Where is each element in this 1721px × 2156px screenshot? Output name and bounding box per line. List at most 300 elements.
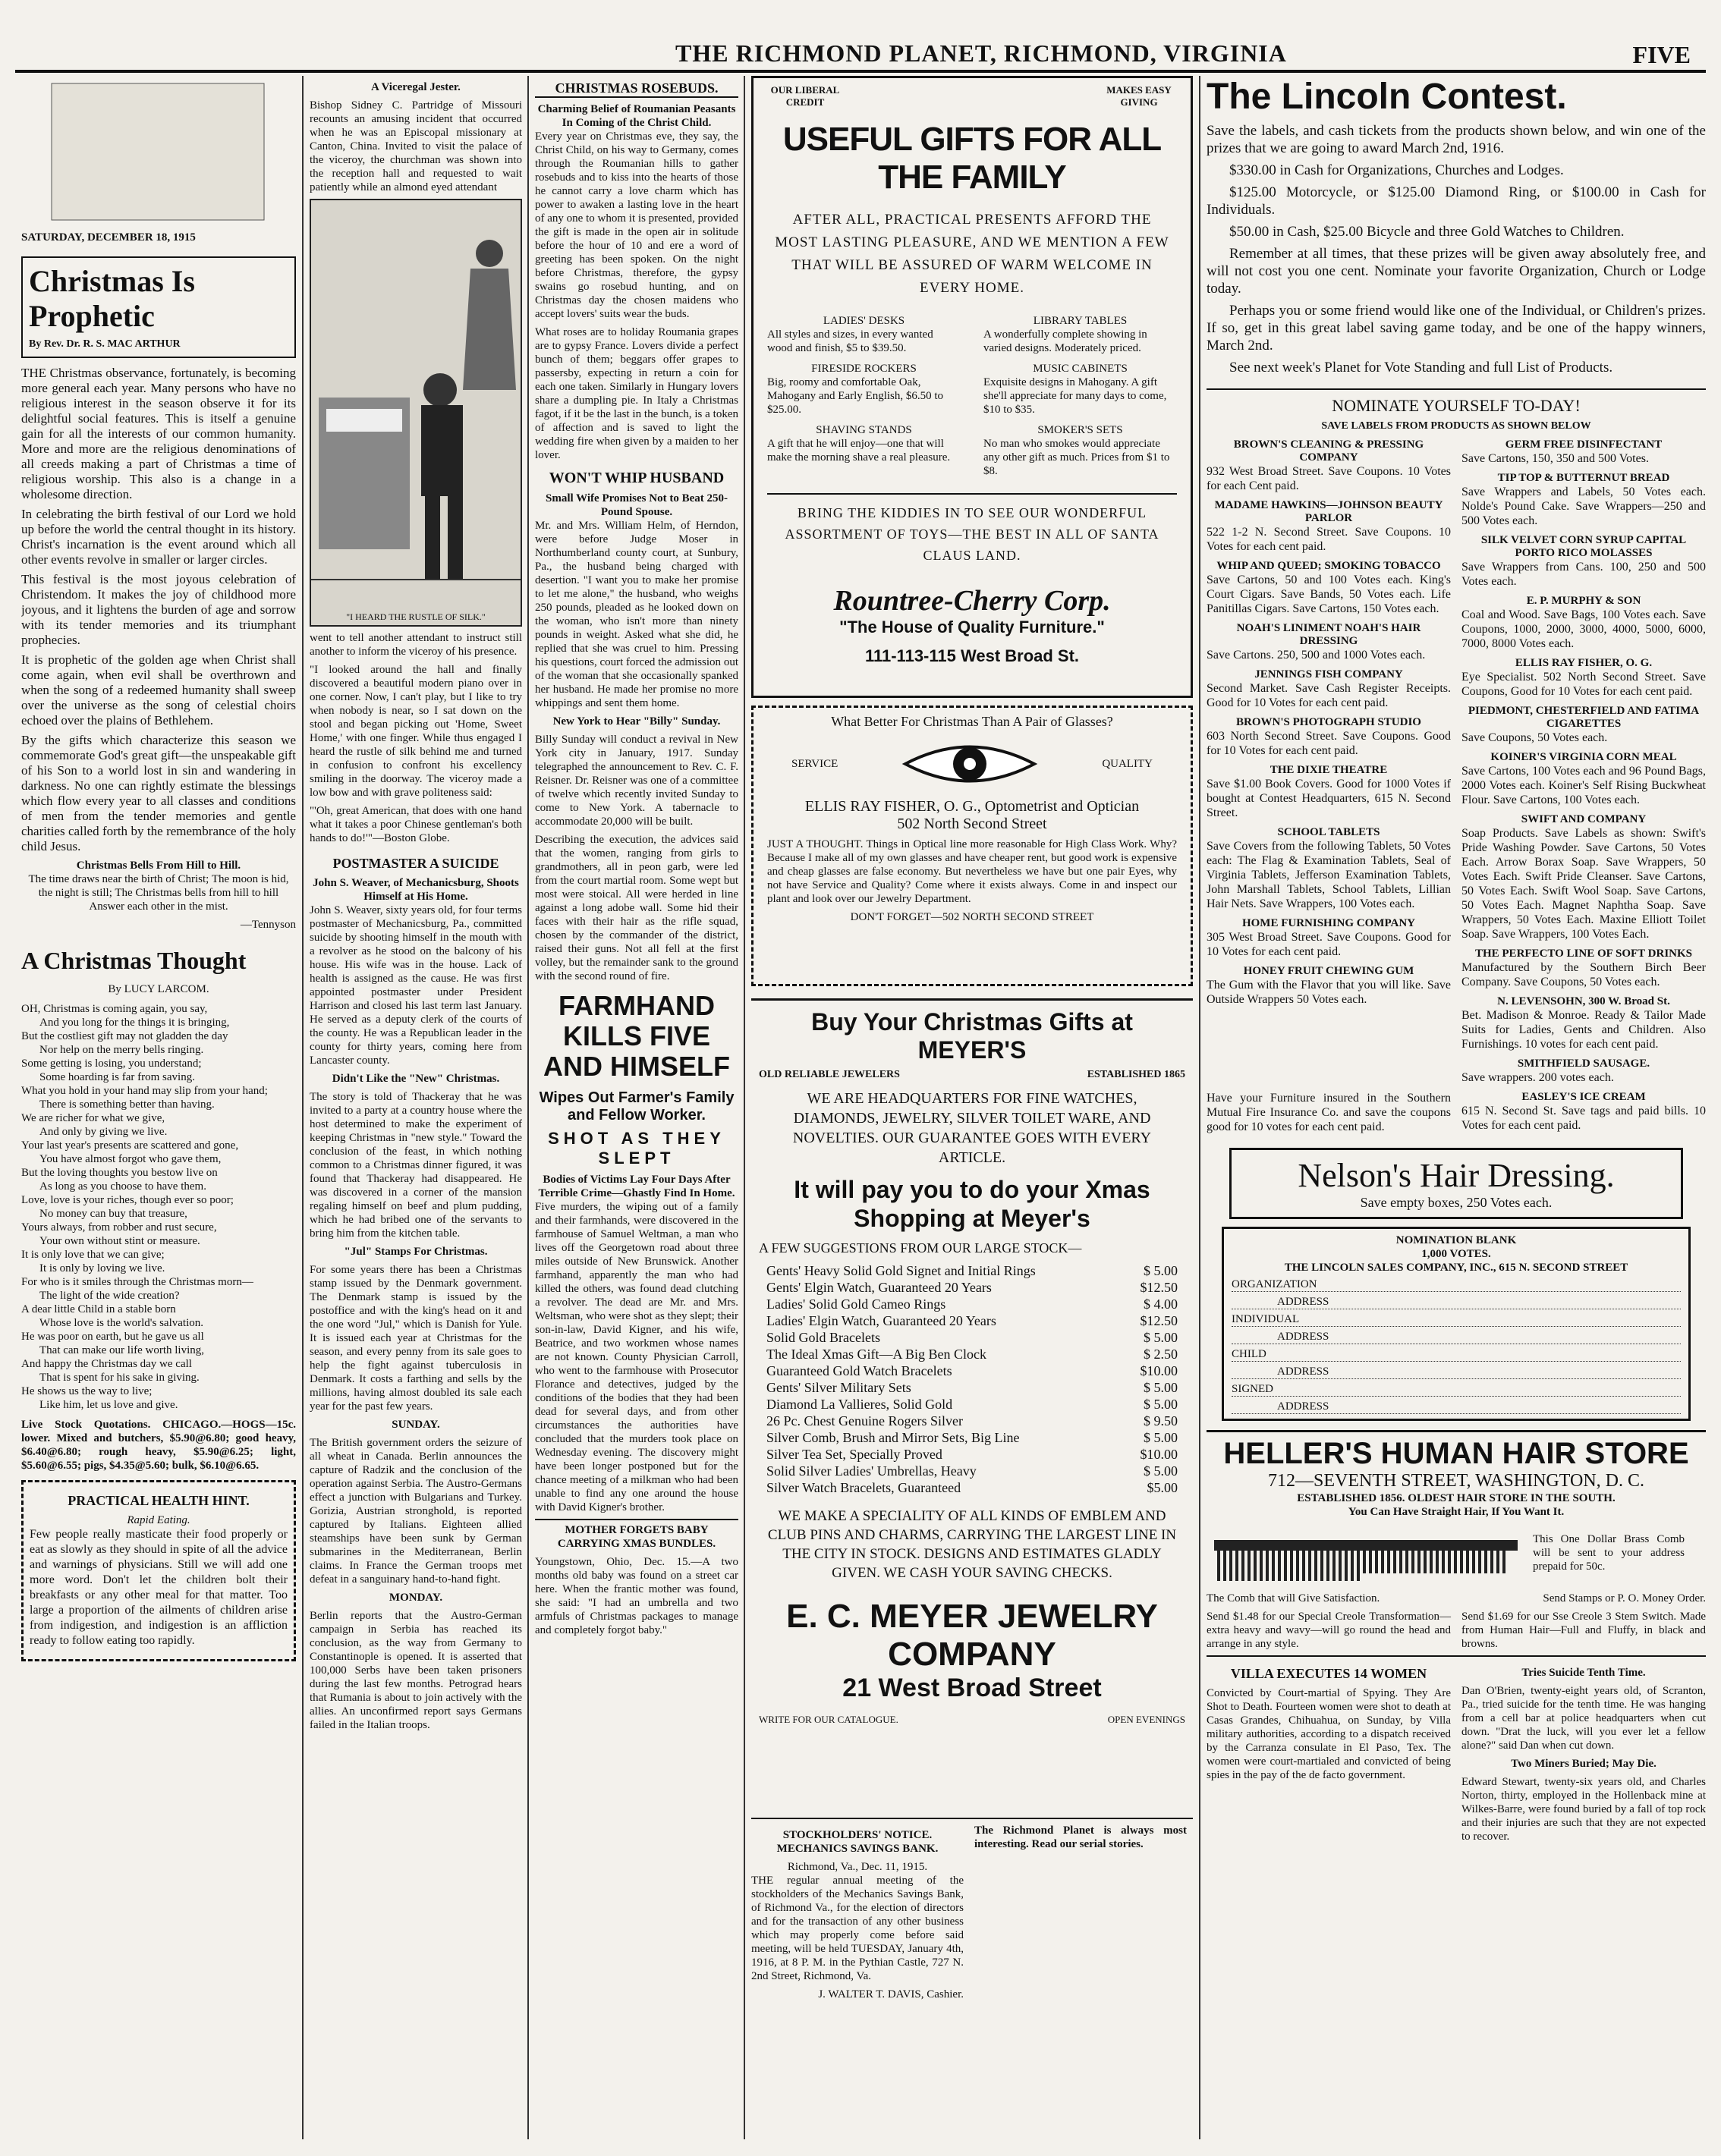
paragraph: It is prophetic of the golden age when Christ shall come again, when evil shall be overthrown and when the song of a redeemed humanity shall sweep over the universe as the song of celestial choirs echoed over the plains of Bethlehem. (21, 652, 296, 728)
mutual-insurance-note: Have your Furniture insured in the Southern Mutual Fire Insurance Co. and save the coupons good for 10 votes for each cent paid. (1207, 1092, 1451, 1133)
article-heading: SUNDAY. (392, 1419, 440, 1431)
product-desc: Eye Specialist. 502 North Second Street. Save Coupons, Good for 10 Votes for each cent paid. (1461, 671, 1706, 698)
lincoln-prize: $330.00 in Cash for Organizations, Churches and Lodges. (1229, 162, 1564, 178)
poem-line: You have almost forgot who gave them, (39, 1153, 222, 1165)
comb-icon (1207, 1525, 1525, 1586)
masthead-title: THE RICHMOND PLANET, RICHMOND, VIRGINIA (675, 39, 1287, 67)
product-item (1207, 499, 1451, 554)
price-item: 26 Pc. Chest Genuine Rogers Silver (766, 1413, 963, 1428)
comb-tooth (1345, 1551, 1348, 1581)
optometrist-text: JUST A THOUGHT. Things in Optical line more reasonable for High Class Work. Why? Because I make all of my own glasses and have cheaper rent, but good work is expensive and cheap glasses are false economy. But nevertheless we have but one pair Eyes, why not have Service and Quality? Come where it exists always. Come in and inspect our plant and look over our Jewelry Department. (767, 838, 1177, 905)
product-item (1461, 657, 1706, 699)
price-row (766, 1446, 1178, 1463)
column-rule (302, 76, 304, 2139)
save-labels-heading: SAVE LABELS FROM PRODUCTS AS SHOWN BELOW (1321, 420, 1591, 432)
column-2 (310, 76, 522, 2139)
comb-tooth (1442, 1551, 1445, 1573)
nomination-blank (1222, 1227, 1691, 1421)
price-row (766, 1396, 1178, 1413)
product-title: JENNINGS FISH COMPANY (1254, 668, 1403, 680)
blank-field[interactable]: ADDRESS (1232, 1295, 1681, 1309)
meyers-intro: WE ARE HEADQUARTERS FOR FINE WATCHES, DIAMONDS, JEWELRY, SILVER TOILET WARE, AND NOVELTIES. OUR GUARANTEE GOES WITH EVERY ARTICLE. (792, 1090, 1152, 1166)
comb-tooth (1424, 1551, 1427, 1573)
easley-item (1461, 1091, 1706, 1140)
comb-tooth (1387, 1551, 1390, 1573)
masthead-ornament-space (21, 76, 296, 250)
product-desc: 522 1-2 N. Second Street. Save Coupons. 10 Votes for each cent paid. (1207, 526, 1451, 553)
product-item (1207, 716, 1451, 758)
ad-address: 111-113-115 West Broad St. (864, 646, 1080, 665)
poem-line: A dear little Child in a stable born (21, 1303, 176, 1315)
product-desc: Save wrappers. 200 votes each. (1461, 1071, 1614, 1084)
article-heading: WON'T WHIP HUSBAND (549, 470, 725, 486)
heller-offer-right: Send $1.69 for our Sse Creole 3 Stem Switch. Made from Human Hair—Full and Fluffy, in black and browns. (1461, 1611, 1706, 1650)
product-title: PIEDMONT, CHESTERFIELD AND FATIMA CIGARETTES (1468, 705, 1700, 730)
product-title: THE PERFECTO LINE OF SOFT DRINKS (1474, 948, 1693, 960)
lincoln-prize: $125.00 Motorcycle, or $125.00 Diamond Ring, or $100.00 in Cash for Individuals. (1207, 184, 1706, 218)
comb-tooth (1290, 1551, 1293, 1581)
blank-fields (1232, 1278, 1681, 1414)
blank-company: THE LINCOLN SALES COMPANY, INC., 615 N. SECOND STREET (1284, 1262, 1628, 1274)
health-hint-box (21, 1480, 296, 1661)
poem-line: Nor help on the merry bells ringing. (39, 1044, 204, 1056)
blank-field[interactable]: CHILD (1232, 1347, 1681, 1362)
price-item: Gents' Elgin Watch, Guaranteed 20 Years (766, 1280, 992, 1295)
product-title: KOINER'S VIRGINIA CORN MEAL (1490, 751, 1677, 763)
ad-slogan: "The House of Quality Furniture." (839, 618, 1105, 636)
poem-line: But the costliest gift may not gladden the day (21, 1030, 228, 1042)
comb-tooth (1339, 1551, 1342, 1581)
comb-tooth (1484, 1551, 1487, 1573)
ad-bring: BRING THE KIDDIES IN TO SEE OUR WONDERFUL ASSORTMENT OF TOYS—THE BEST IN ALL OF SANTA CLAUS LAND. (767, 493, 1177, 566)
nominate-heading: NOMINATE YOURSELF TO-DAY! (1207, 388, 1706, 416)
price-item: Ladies' Elgin Watch, Guaranteed 20 Years (766, 1313, 996, 1328)
poem-line: Whose love is the world's salvation. (39, 1317, 203, 1329)
poem-line: No money can buy that treasure, (39, 1208, 187, 1220)
product-desc: Soap Products. Save Labels as shown: Swift's Pride Washing Powder. Save Cartons, 50 Votes Each. Arrow Borax Soap. Save Wrappers, 50 Votes Each. Swift Pride Cleanser. Save Cartons, 50 Votes Each. Swift Wool Soap. Save Cartons, 50 Votes Each. Magnet Naphtha Soap. Save Wrappers, 50 Votes Each. Maxine Elliott Toilet Soap. Save Wrappers, 100 Votes Each. (1461, 827, 1706, 941)
product-desc: Save $1.00 Book Covers. Good for 1000 Votes if bought at Contest Headquarters, 615 N. Second Street. (1207, 778, 1451, 819)
comb-tooth (1399, 1551, 1402, 1573)
comb-tooth (1502, 1551, 1505, 1573)
comb-tooth (1235, 1551, 1238, 1581)
headline-farmhand: FARMHAND KILLS FIVE AND HIMSELF (543, 990, 730, 1082)
poem-line: Like him, let us love and give. (39, 1399, 178, 1411)
ad-item (983, 424, 1177, 478)
ad-item-desc: No man who smokes would appreciate any other gift as much. Prices from $1 to $8. (983, 438, 1170, 477)
price-value: $12.50 (1140, 1280, 1178, 1295)
article-heading: MOTHER FORGETS BABY CARRYING XMAS BUNDLES. (535, 1519, 738, 1551)
comb-tooth (1254, 1551, 1257, 1581)
paragraph: Bishop Sidney C. Partridge of Missouri recounts an amusing incident that occurred when he was an Episcopal missionary at Canton, China. Invited to visit the palace of the viceroy, the churchman was shown into the reception hall and requested to wait patiently while an almond eyed attendant (310, 99, 522, 193)
headline: Christmas Is Prophetic (29, 264, 195, 333)
price-item: Solid Silver Ladies' Umbrellas, Heavy (766, 1463, 977, 1479)
product-title: SMITHFIELD SAUSAGE. (1517, 1058, 1650, 1070)
optometrist-title: What Better For Christmas Than A Pair of Glasses? (831, 714, 1113, 729)
meyers-price-list (766, 1262, 1178, 1496)
comb-tooth (1430, 1551, 1433, 1573)
piano-scene (311, 200, 521, 610)
product-title: SCHOOL TABLETS (1277, 826, 1380, 838)
price-item: Solid Gold Bracelets (766, 1330, 880, 1345)
price-item: Gents' Silver Military Sets (766, 1380, 911, 1395)
price-item: Silver Watch Bracelets, Guaranteed (766, 1480, 961, 1495)
column-3 (535, 76, 738, 2139)
ad-headline: USEFUL GIFTS FOR ALL THE FAMILY (782, 121, 1162, 196)
product-title: HOME FURNISHING COMPANY (1241, 917, 1416, 929)
paragraph: The British government orders the seizure of all wheat in Canada. Berlin announces the capture of Radzik and the conclusion of the operation against Serbia. The Austro-Germans effect a junction with Bulgarians and Turkey. Gorizia, Austrian stronghold, is reported captured by Italians. Eighteen allied steamships have been sunk by German submarines in the Mediterranean, Berlin claims. In France the German troops met defeat in a sanguinary hand-to-hand fight. (310, 1437, 522, 1586)
product-item (1207, 668, 1451, 710)
price-value: $ 5.00 (1144, 1330, 1178, 1345)
comb-tooth (1417, 1551, 1421, 1573)
poem-line: But the loving thoughts you bestow live on (21, 1167, 218, 1179)
heller-offers (1207, 1610, 1706, 1655)
ad-item-title: LADIES' DESKS (823, 315, 905, 327)
price-value: $ 5.00 (1144, 1263, 1178, 1278)
product-title: GERM FREE DISINFECTANT (1505, 438, 1663, 451)
notice-date: Richmond, Va., Dec. 11, 1915. (787, 1861, 928, 1873)
article-subheading: Small Wife Promises Not to Beat 250-Pound Spouse. (546, 492, 728, 518)
meyers-special: WE MAKE A SPECIALITY OF ALL KINDS OF EMBLEM AND CLUB PINS AND CHARMS, CARRYING THE LARGEST LINE IN THE CITY IN STOCK. DESIGNS AND ESTIMATES GLADLY GIVEN. WE CASH YOUR SAVING CHECKS. (767, 1508, 1177, 1581)
price-value: $ 4.00 (1144, 1296, 1178, 1312)
poem-title: Christmas Bells From Hill to Hill. (76, 860, 241, 872)
paragraph: By the gifts which characterize this season we commemorate God's great gift—the unspeakable gift of his Son to a world lost in sin and wandering in darkness. No one can rightly estimate the blessings which flow every year to all classes and conditions of men from the tender memories and gentle charities called forth by the remembrance of the holy child Jesus. (21, 733, 296, 853)
poem-line: There is something better than having. (39, 1098, 215, 1111)
price-item: The Ideal Xmas Gift—A Big Ben Clock (766, 1347, 986, 1362)
price-item: Gents' Heavy Solid Gold Signet and Initial Rings (766, 1263, 1036, 1278)
product-desc: 603 North Second Street. Save Coupons. Good for 10 Votes for each cent paid. (1207, 730, 1451, 757)
price-row (766, 1329, 1178, 1346)
heller-offer-left: Send $1.48 for our Special Creole Transformation—extra heavy and wavy—will go round the head and arrange in any style. (1207, 1611, 1451, 1650)
paragraph: The story is told of Thackeray that he was invited to a party at a country house where the host determined to make the experiment of keeping Christmas in "new style." Toward the conclusion of the feast, in which nothing common to a Christmas dinner figured, it was found that Thackeray had disappeared. He was discovered in a corner of the mansion regaling himself on beef and plum pudding, which he had bribed one of the servants to bring him from the kitchen table. (310, 1091, 522, 1240)
heller-est: ESTABLISHED 1856. OLDEST HAIR STORE IN THE SOUTH. (1297, 1492, 1616, 1504)
paragraph: Mr. and Mrs. William Helm, of Herndon, were before Judge Moser in Northumberland county court, at Sunbury, Pa., the husband being charged with desertion. "I want you to make her promise to let me alone," the husband, who weighs 250 pounds, pleaded as he looked down on the woman, who isn't more than ninety pounds in weight. Asked what she did, he replied that she was cruel to him. Pressing his questions, court forced the admission out of the woman that she occasionally spanked her husband. He made her promise no more whippings and sent them home. (535, 520, 738, 709)
meyers-headline: Buy Your Christmas Gifts at MEYER'S (811, 1008, 1133, 1064)
poem-line: Love, love is your riches, though ever so poor; (21, 1194, 234, 1206)
article-heading: "Jul" Stamps For Christmas. (344, 1246, 488, 1258)
product-item (1461, 813, 1706, 941)
article-heading: A Viceregal Jester. (371, 81, 461, 93)
comb-tooth (1393, 1551, 1396, 1573)
heller-ad (1207, 1430, 1706, 1655)
blank-field[interactable]: ADDRESS (1232, 1330, 1681, 1344)
ad-tag-right: MAKES EASY GIVING (1106, 84, 1172, 108)
optometrist-name: ELLIS RAY FISHER, O. G., Optometrist and Optician (804, 798, 1140, 815)
product-item (1461, 705, 1706, 745)
price-row (766, 1262, 1178, 1279)
price-row (766, 1479, 1178, 1496)
meyers-write: WRITE FOR OUR CATALOGUE. (759, 1714, 898, 1725)
product-item (1207, 917, 1451, 959)
comb-tooth (1369, 1551, 1372, 1573)
poem-line: It is only love that we can give; (21, 1249, 165, 1261)
comb-note: This One Dollar Brass Comb will be sent to your address prepaid for 50c. (1533, 1533, 1685, 1573)
rountree-cherry-ad (751, 76, 1193, 698)
poem-line: And only by giving we live. (39, 1126, 168, 1138)
product-desc: Save Coupons, 50 Votes each. (1461, 731, 1608, 744)
blank-field[interactable]: ORGANIZATION (1232, 1278, 1681, 1292)
price-item: Guaranteed Gold Watch Bracelets (766, 1363, 952, 1378)
ad-item-desc: Exquisite designs in Mahogany. A gift she'll appreciate for many days to come, $10 to $35. (983, 376, 1167, 416)
villa-row (1207, 1655, 1706, 1848)
meyers-tag-left: OLD RELIABLE JEWELERS (759, 1069, 900, 1080)
comb-tooth (1260, 1551, 1263, 1581)
planet-note-text: The Richmond Planet is always most interesting. Read our serial stories. (974, 1824, 1187, 1850)
meyers-open: OPEN EVENINGS (1107, 1714, 1185, 1725)
product-title: E. P. MURPHY & SON (1526, 595, 1641, 607)
comb-tooth (1296, 1551, 1299, 1581)
comb-tooth (1266, 1551, 1269, 1581)
ad-intro: AFTER ALL, PRACTICAL PRESENTS AFFORD THE MOST LASTING PLEASURE, AND WE MENTION A FEW THAT WILL BE ASSURED OF WARM WELCOME IN EVERY HOME. (775, 212, 1169, 296)
price-value: $5.00 (1147, 1480, 1178, 1495)
poem-line: What you hold in your hand may slip from your hand; (21, 1085, 268, 1097)
product-desc: Coal and Wood. Save Bags, 100 Votes each. Save Coupons, 1000, 2000, 3000, 4000, 5000, 6000, 7000, 8000 Votes each. (1461, 608, 1706, 650)
health-hint-title: PRACTICAL HEALTH HINT. (68, 1493, 250, 1508)
byline-2: By LUCY LARCOM. (108, 983, 209, 995)
paragraph: Five murders, the wiping out of a family and their farmhands, were discovered in the farmhouse of Samuel Weltman, a man who lives off the Georgetown road about three miles outside of New Brunswick. Another farmhand, apparently the man who had killed the others, was found dead clutching a revolver. The dead are Mr. and Mrs. Weltsman, who were shot as they slept; their son-in-law, David Kigner, and his wife, Beatrice, and two workmen whose names are not known. County Physician Carroll, who went to the farmhouse with Prosecutor Florance and detectives, judged by the conditions of the bodies that they had been dead for several days, and from other circumstances the authorities have concluded that the murders took place on Wednesday evening. The discovery might have been longer postponed but for the chance meeting of a milkman who had been unable to find any one around the house with David Kigner's brother. (535, 1201, 738, 1513)
heller-address: 712—SEVENTH STREET, WASHINGTON, D. C. (1268, 1471, 1644, 1491)
poem-line: The light of the wide creation? (39, 1290, 180, 1302)
blank-field[interactable]: INDIVIDUAL (1232, 1312, 1681, 1327)
lincoln-perhaps: Perhaps you or some friend would like one of the Individual, or Children's prizes. If so, get in this great label saving game today, and be one of the happy winners, March 2nd. (1207, 303, 1706, 354)
product-item (1207, 560, 1451, 616)
product-desc: Save Cartons, 100 Votes each and 96 Pound Bags, 2000 Votes each. Koiner's Self Rising Buckwheat Flour. Save Cartons, 100 Votes each. (1461, 765, 1706, 806)
poem: The time draws near the birth of Christ; The moon is hid, the night is still; The Christmas bells from hill to hill Answer each other in the mist. (28, 873, 289, 913)
comb-tooth (1460, 1551, 1463, 1573)
ad-item-title: LIBRARY TABLES (1033, 315, 1128, 327)
optometrist-ad (751, 706, 1193, 986)
product-desc: Save Cartons. 250, 500 and 1000 Votes each. (1207, 649, 1426, 662)
product-title: HONEY FRUIT CHEWING GUM (1243, 965, 1414, 977)
ad-item-title: SHAVING STANDS (816, 424, 912, 436)
paragraph: This festival is the most joyous celebration of Christendom. It makes the joy of childhood more joyous, and it lightens the burden of age and sorrow with its tender memories and its triumphant prophecies. (21, 572, 296, 647)
meyers-address: 21 West Broad Street (842, 1674, 1102, 1702)
price-row (766, 1463, 1178, 1479)
product-desc: 305 West Broad Street. Save Coupons. Good for 10 Votes for each cent paid. (1207, 931, 1451, 958)
product-list (1207, 438, 1706, 1091)
price-value: $ 5.00 (1144, 1380, 1178, 1395)
article-heading: POSTMASTER A SUICIDE (332, 856, 499, 871)
ad-item-desc: All styles and sizes, in every wanted wood and finish, $5 to $39.50. (767, 328, 933, 354)
meyers-tags (759, 1069, 1185, 1081)
paragraph: "I looked around the hall and finally discovered a beautiful modern piano over in one corner. Now, I can't play, but I like to try when nobody is near, so I sat down on the stool and began picking out 'Home, Sweet Home,' with one finger. While thus engaged I heard the rustle of silk behind me and turned in confusion to confront his excellency smiling in the doorway. The viceroy made a low bow and with grave politeness said: (310, 664, 522, 799)
price-row (766, 1413, 1178, 1429)
ad-item-title: MUSIC CABINETS (1033, 363, 1128, 375)
nelson-sub: Save empty boxes, 250 Votes each. (1360, 1195, 1553, 1210)
paragraph: went to tell another attendant to instruct still another to inform the viceroy of his presence. (310, 632, 522, 658)
comb-tooth (1229, 1551, 1232, 1581)
optometrist-address: 502 North Second Street (897, 816, 1047, 832)
poem-line: Some hoarding is far from saving. (39, 1071, 195, 1083)
poem-line: Yours always, from robber and rust secure, (21, 1221, 217, 1234)
poem-line: We are richer for what we give, (21, 1112, 165, 1124)
price-item: Diamond La Vallieres, Solid Gold (766, 1397, 953, 1412)
comb-tooth (1448, 1551, 1451, 1573)
product-title: BROWN'S CLEANING & PRESSING COMPANY (1233, 438, 1424, 464)
comb-tooth (1496, 1551, 1499, 1573)
ad-item (983, 315, 1177, 355)
comb-tooth (1326, 1551, 1329, 1581)
product-desc: Save Cartons, 150, 350 and 500 Votes. (1461, 452, 1649, 465)
poem-line: And happy the Christmas day we call (21, 1358, 192, 1370)
planet-note (974, 1824, 1187, 2006)
quality-label: QUALITY (1102, 758, 1153, 770)
poem-line: And you long for the things it is bringing, (39, 1017, 230, 1029)
price-value: $10.00 (1140, 1363, 1178, 1378)
article-subheading: SHOT AS THEY SLEPT (548, 1129, 725, 1168)
byline: By Rev. Dr. R. S. MAC ARTHUR (29, 338, 181, 350)
comb-tooth (1454, 1551, 1457, 1573)
health-hint-subtitle: Rapid Eating. (127, 1514, 190, 1526)
product-title: SILK VELVET CORN SYRUP CAPITAL PORTO RICO MOLASSES (1480, 534, 1687, 559)
comb-tooth (1284, 1551, 1287, 1581)
price-row (766, 1312, 1178, 1329)
page-number: FIVE (1632, 41, 1691, 68)
price-value: $ 5.00 (1144, 1397, 1178, 1412)
comb-row (1207, 1525, 1706, 1586)
comb-tooth (1411, 1551, 1414, 1573)
ad-item (983, 363, 1177, 416)
masthead (15, 39, 1706, 73)
paragraph: Every year on Christmas eve, they say, the Christ Child, on his way to Germany, comes through the Roumanian hills to gather rosebuds and to kiss into the hearts of those he cannot carry a love charm which has power to awaken a lasting love in the heart of any one to whom it is presented, provided the gift is made in the open air in solitude before the hour of 10 and ere a word of greeting has been spoken. On the night before Christmas, therefore, the gypsy swains go rosebud hunting, and on Christmas day the chosen maidens who accept lovers' suits wear the buds. (535, 130, 738, 320)
product-title: ELLIS RAY FISHER, O. G. (1515, 657, 1653, 669)
lincoln-title: The Lincoln Contest. (1207, 77, 1567, 117)
poem-line: For who is it smiles through the Christmas morn— (21, 1276, 253, 1288)
blank-field[interactable]: SIGNED (1232, 1382, 1681, 1397)
comb-order: Send Stamps or P. O. Money Order. (1543, 1592, 1706, 1604)
price-value: $ 5.00 (1144, 1463, 1178, 1479)
product-desc: Second Market. Save Cash Register Receipts. Good for 10 Votes for each cent paid. (1207, 682, 1451, 709)
poem-line: He was poor on earth, but he gave us all (21, 1331, 204, 1343)
ad-item (767, 315, 961, 355)
article-subheading: Bodies of Victims Lay Four Days After Terrible Crime—Ghastly Find In Home. (538, 1174, 735, 1199)
product-item (1461, 995, 1706, 1051)
product-list-footer (1207, 1091, 1706, 1140)
comb-tooth (1357, 1551, 1360, 1581)
paragraph: What roses are to holiday Roumania grapes are to gypsy France. Lovers divide a perfect bunch of them; beggars offer grapes to passersby, expecting in return a coin for each one taken. Similarly in Hungary lovers share a dumpling pie. In Italy a Christmas fagot, if it be the last in the bunch, is a token of affection and is saved to light the wedding fire when given by a maiden to her lover. (535, 326, 738, 461)
easley-desc: 615 N. Second St. Save tags and paid bills. 10 Votes for each cent paid. (1461, 1105, 1706, 1132)
product-desc: The Gum with the Flavor that you will like. Save Outside Wrappers 50 Votes each. (1207, 979, 1451, 1006)
comb-tooth (1241, 1551, 1244, 1581)
meyers-tag-right: ESTABLISHED 1865 (1087, 1069, 1185, 1080)
comb-tooth (1478, 1551, 1481, 1573)
easley-title: EASLEY'S ICE CREAM (1521, 1091, 1646, 1103)
suicide-text: Dan O'Brien, twenty-eight years old, of Scranton, Pa., tried suicide for the tenth time. He was hanging from a cell bar at police headquarters when cut down. "Drat the luck, will you ever let a fellow alone?" said Dan when cut down. (1461, 1685, 1706, 1752)
ad-item-desc: A gift that he will enjoy—one that will make the morning shave a real pleasure. (767, 438, 951, 464)
ad-tags (760, 84, 1185, 108)
bottom-row (751, 1818, 1193, 2006)
article-heading: Didn't Like the "New" Christmas. (332, 1073, 500, 1085)
comb-tooth (1363, 1551, 1366, 1573)
paragraph: For some years there has been a Christmas stamp issued by the Denmark government. The Denmark stamp is issued by the postoffice and with the king's head on it and the one word "Jul," which is Danish for Yule. It is issued each year at Christmas for the season, and every penny from its sale goes to help the fight against tuberculosis in Denmark. It costs a farthing and sells by the millions, having almost doubled its sale each year for the past few years. (310, 1264, 522, 1413)
dateline: SATURDAY, DECEMBER 18, 1915 (21, 231, 196, 244)
article-subheading: Wipes Out Farmer's Family and Fellow Worker. (539, 1089, 735, 1124)
comb-tooth (1320, 1551, 1323, 1581)
article-heading: New York to Hear "Billy" Sunday. (552, 715, 721, 728)
price-row (766, 1279, 1178, 1296)
piano-illustration (310, 199, 522, 627)
comb-tooth (1381, 1551, 1384, 1573)
column-rule (527, 76, 529, 2139)
side-articles (1461, 1661, 1706, 1848)
eye-icon (901, 737, 1038, 790)
product-item (1461, 472, 1706, 528)
blank-field[interactable]: ADDRESS (1232, 1400, 1681, 1414)
blank-title: NOMINATION BLANK (1395, 1234, 1517, 1246)
villa-text: Convicted by Court-martial of Spying. They Are Shot to Death. Fourteen women were shot to death at Casas Grandes, Chihuahua, on Sunday, by Villa military authorities, according to a dispatch received by the Carranza consulate in El Paso, Tex. The women were court-martialed and convicted of being spies in the pay of the de facto government. (1207, 1687, 1451, 1781)
product-desc: 932 West Broad Street. Save Coupons. 10 Votes for each Cent paid. (1207, 465, 1451, 492)
price-row (766, 1362, 1178, 1379)
price-row (766, 1379, 1178, 1396)
product-title: SWIFT AND COMPANY (1521, 813, 1647, 825)
ad-item-title: SMOKER'S SETS (1037, 424, 1123, 436)
ad-company: Rountree-Cherry Corp. (833, 585, 1111, 617)
comb-tooth (1308, 1551, 1311, 1581)
ad-item-grid (767, 315, 1177, 478)
poem-line: It is only by loving we live. (39, 1262, 165, 1274)
nelson-ad (1229, 1148, 1683, 1219)
comb-tooth (1247, 1551, 1251, 1581)
blank-votes: 1,000 VOTES. (1421, 1248, 1491, 1260)
comb-tooth (1436, 1551, 1439, 1573)
comb-tooth (1405, 1551, 1408, 1573)
product-desc: Save Covers from the following Tablets, 50 Votes each: The Flag & Examination Tablets, Seal of Virginia Tablets, Jefferson Examination Tablets, John Marshall Tablets, School Tablets, Lillian Hair Nets. Save Wrappers, 100 Votes each. (1207, 840, 1451, 910)
product-title: BROWN'S PHOTOGRAPH STUDIO (1236, 716, 1421, 728)
product-desc: Save Wrappers from Cans. 100, 250 and 500 Votes each. (1461, 561, 1706, 588)
paragraph: "'Oh, great American, that does with one hand what it takes a poor Chinese gentleman's both hands to do!'"—Boston Globe. (310, 805, 522, 844)
column-rule (744, 76, 745, 2139)
comb-tooth (1332, 1551, 1336, 1581)
product-desc: Bet. Madison & Monroe. Ready & Tailor Made Suits for Ladies, Gents and Children. Also Furnishings. 10 votes for each cent paid. (1461, 1009, 1706, 1051)
price-value: $ 9.50 (1144, 1413, 1178, 1428)
comb-footer (1207, 1592, 1706, 1605)
paragraph: Berlin reports that the Austro-German campaign in Serbia has reached its conclusion, as the way from Germany to Constantinople is opened. It is asserted that 100,000 Serbs have been taken prisoners during the last few months. Petrograd hears that Rumania is about to join actively with the allies. An unconfirmed report says Germans failed in the Italian troops. (310, 1610, 522, 1731)
poem-line: OH, Christmas is coming again, you say, (21, 1003, 208, 1015)
comb-tooth (1375, 1551, 1378, 1573)
product-title: WHIP AND QUEED; SMOKING TOBACCO (1216, 560, 1441, 572)
poem-line: He shows us the way to live; (21, 1385, 153, 1397)
stockholders-notice (751, 1824, 964, 2006)
comb-tooth (1351, 1551, 1354, 1581)
product-item (1461, 751, 1706, 807)
blank-field[interactable]: ADDRESS (1232, 1365, 1681, 1379)
paragraph: Youngstown, Ohio, Dec. 15.—A two months old baby was found on a street car here. When the frantic mother was found, she said: "I had an umbrella and two armfuls of Christmas packages to manage and completely forgot baby." (535, 1556, 738, 1636)
product-item (1207, 965, 1451, 1007)
price-value: $10.00 (1140, 1447, 1178, 1462)
article-heading: CHRISTMAS ROSEBUDS. (535, 80, 738, 98)
article-heading: MONDAY. (389, 1592, 443, 1604)
lincoln-intro: Save the labels, and cash tickets from the products shown below, and win one of the prizes that we are going to award March 2nd, 1916. (1207, 123, 1706, 156)
price-item: Silver Comb, Brush and Mirror Sets, Big Line (766, 1430, 1020, 1445)
product-item (1461, 948, 1706, 989)
product-title: N. LEVENSOHN, 300 W. Broad St. (1497, 995, 1670, 1007)
comb-tooth (1472, 1551, 1475, 1573)
poem-line: Your own without stint or measure. (39, 1235, 200, 1247)
price-value: $ 2.50 (1144, 1347, 1178, 1362)
price-row (766, 1296, 1178, 1312)
product-title: NOAH'S LINIMENT NOAH'S HAIR DRESSING (1236, 622, 1421, 647)
product-item (1207, 764, 1451, 820)
column-1 (21, 76, 296, 2139)
nelson-title: Nelson's Hair Dressing. (1298, 1157, 1615, 1194)
miners-heading: Two Miners Buried; May Die. (1511, 1758, 1657, 1770)
comb-tooth (1314, 1551, 1317, 1581)
comb-tooth (1272, 1551, 1275, 1581)
meyers-company: E. C. MEYER JEWELRY COMPANY (786, 1598, 1158, 1673)
livestock-quotations: Live Stock Quotations. CHICAGO.—HOGS—15c. lower. Mixed and butchers, $5.90@6.80; good heavy, $6.40@6.80; rough heavy, $5.90@6.25; light, $5.60@6.55; pigs, $4.35@5.60; bulk, $6.10@6.65. (21, 1419, 296, 1472)
headline-2: A Christmas Thought (21, 947, 247, 974)
article-subheading: Charming Belief of Roumanian Peasants In Coming of the Christ Child. (537, 103, 736, 129)
paragraph: Billy Sunday will conduct a revival in New York city in January, 1917. Sunday telegraphed the announcement to Rev. C. F. Reisner. Dr. Reisner was one of a committee of twelve which recently invited Sunday to come to New York. A tabernacle to accommodate 20,000 will be built. (535, 734, 738, 828)
